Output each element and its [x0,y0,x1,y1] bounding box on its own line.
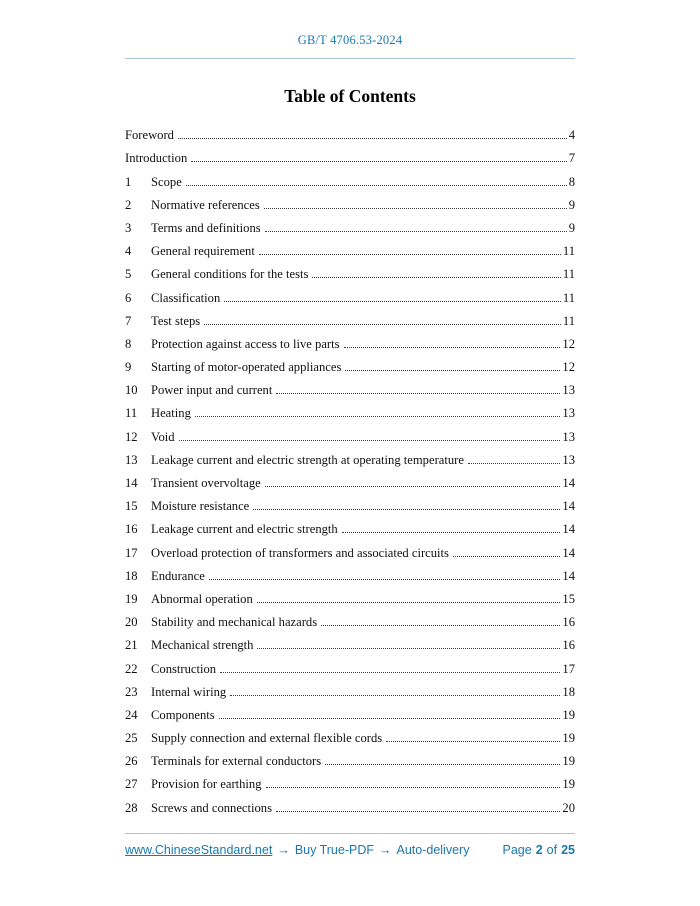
toc-dot-leader [325,764,560,765]
toc-entry-label: Introduction [125,151,188,166]
toc-dot-leader [468,463,560,464]
toc-entry-number: 23 [125,684,138,699]
toc-entry-page: 15 [562,591,575,606]
toc-entry-page: 14 [562,545,575,560]
toc-row [125,723,575,746]
toc-dot-leader [264,208,567,209]
toc-dot-leader [219,718,561,719]
toc-dot-leader [345,370,560,371]
toc-entry-page: 11 [562,267,575,282]
toc-entry-label: General requirement [151,244,255,259]
toc-dot-leader [220,672,560,673]
toc-entry-number: 20 [125,615,138,630]
of-label: of [546,843,558,857]
toc-entry-label: Components [151,707,215,722]
toc-entry-number: 21 [125,638,138,653]
toc-row [125,166,575,189]
page-header [125,33,575,59]
toc-dot-leader [265,231,567,232]
toc-entry-page: 7 [568,151,575,166]
toc-entry-page: 16 [562,615,575,630]
toc-dot-leader [191,161,566,162]
toc-dot-leader [342,532,561,533]
footer-rule [125,833,575,834]
toc-entry-page: 13 [562,383,575,398]
arrow-icon: → [277,843,290,857]
toc-entry-number: 28 [125,800,138,815]
toc-row [125,630,575,653]
toc-row [125,769,575,792]
toc-entry-page: 9 [568,197,575,212]
toc-entry-number: 6 [125,290,132,305]
toc-entry-number: 14 [125,476,138,490]
toc-entry-page: 11 [562,290,575,305]
toc-entry-page: 13 [562,429,575,444]
toc-dot-leader [386,741,560,742]
toc-entry-label: Void [151,429,175,444]
toc-entry-page: 14 [562,499,575,514]
toc-entry-label: Test steps [151,313,201,328]
toc-dot-leader [257,648,560,649]
total-page-number: 25 [561,843,575,857]
toc-entry-number: 1 [125,174,132,189]
toc-entry-page: 9 [568,220,575,235]
toc-entry-page: 14 [562,522,575,537]
toc-entry-label: Stability and mechanical hazards [151,615,318,630]
toc-entry-page: 14 [562,568,575,583]
toc-entry-number: 5 [125,267,132,282]
toc-row [125,375,575,398]
footer-buy-label: Buy True-PDF [294,843,374,857]
toc-dot-leader [453,556,560,557]
toc-dot-leader [276,393,560,394]
toc-entry-page: 11 [562,244,575,259]
toc-row [125,120,575,143]
toc-dot-leader [257,602,561,603]
toc-entry-label: Abnormal operation [151,591,253,606]
toc-entry-label: Terminals for external conductors [151,754,322,769]
toc-entry-number: 9 [125,360,132,375]
doc-number: GB/T 4706.53-2024 [297,33,403,47]
toc-entry-number: 11 [125,406,138,421]
toc-row [125,677,575,700]
footer-delivery-label: Auto-delivery [396,843,470,857]
toc-entry-label: Power input and current [151,383,273,398]
footer-row [125,843,575,857]
toc-entry-page: 8 [568,174,575,189]
toc-entry-page: 18 [562,684,575,699]
toc-dot-leader [312,277,560,278]
toc-entry-page: 20 [562,800,575,815]
toc-entry-number: 22 [125,661,138,676]
toc-entry-label: Leakage current and electric strength at operating temperature [151,452,464,467]
footer-page-indicator [503,843,576,857]
toc-entry-number: 16 [125,522,138,537]
toc-entry-label: Mechanical strength [151,638,254,653]
toc-entry-page: 12 [562,360,575,375]
toc-dot-leader [230,695,560,696]
toc-dot-leader [186,185,567,186]
toc-row [125,607,575,630]
toc-entry-label: Construction [151,661,217,676]
toc-entry-label: Classification [151,290,221,305]
toc-row [125,352,575,375]
toc-dot-leader [259,254,561,255]
toc-entry-page: 13 [562,406,575,421]
toc-row [125,792,575,815]
toc-row [125,213,575,236]
toc-dot-leader [209,579,561,580]
toc-entry-number: 15 [125,499,138,514]
toc-entry-number: 4 [125,244,132,259]
toc-entry-page: 17 [562,661,575,676]
toc-dot-leader [266,787,561,788]
toc-entry-number: 25 [125,731,138,746]
toc-entry-page: 19 [562,707,575,722]
toc-dot-leader [195,416,561,417]
toc-entry-label: Scope [151,174,182,189]
toc-row [125,746,575,769]
toc-entry-label: General conditions for the tests [151,267,309,282]
toc-entry-label: Internal wiring [151,684,227,699]
toc-dot-leader [204,324,561,325]
toc-row [125,561,575,584]
toc-row [125,537,575,560]
toc-entry-number: 27 [125,777,138,792]
toc-dot-leader [265,486,561,487]
toc-entry-label: Moisture resistance [151,499,250,514]
toc-row [125,584,575,607]
toc-entry-page: 19 [562,731,575,746]
toc-entry-label: Endurance [151,568,205,583]
toc-row [125,306,575,329]
toc-entry-label: Screws and connections [151,800,273,815]
toc-row [125,514,575,537]
toc-row [125,329,575,352]
toc-entry-number: 18 [125,568,138,583]
toc-entry-number: 26 [125,754,138,769]
toc-entry-label: Protection against access to live parts [151,336,340,351]
toc-entry-number: 13 [125,452,138,467]
toc-entry-page: 19 [562,777,575,792]
toc-dot-leader [276,811,560,812]
toc-entry-number: 12 [125,429,138,444]
toc-row [125,282,575,305]
toc-entry-page: 11 [562,313,575,328]
page-footer [125,833,575,857]
toc-entry-page: 12 [562,336,575,351]
toc-row [125,653,575,676]
toc-row [125,143,575,166]
toc-entry-number: 10 [125,383,138,398]
arrow-icon: → [379,843,392,857]
toc-row [125,259,575,282]
toc-entry-number: 8 [125,336,132,351]
toc-dot-leader [253,509,560,510]
toc-row [125,491,575,514]
toc-entry-page: 13 [562,452,575,467]
page-title: Table of Contents [284,86,416,106]
toc-dot-leader [344,347,561,348]
toc-entry-page: 16 [562,638,575,653]
toc-entry-page: 14 [562,476,575,490]
toc-dot-leader [224,301,561,302]
toc-list [125,120,575,816]
footer-website-link[interactable]: www.ChineseStandard.net [125,843,273,857]
toc-row [125,445,575,468]
header-rule [125,58,575,59]
toc-entry-label: Normative references [151,197,260,212]
toc-dot-leader [179,440,561,441]
toc-entry-label: Provision for earthing [151,777,262,792]
toc-entry-number: 24 [125,707,138,722]
toc-entry-label: Transient overvoltage [151,476,261,490]
toc-row [125,398,575,421]
toc-entry-label: Overload protection of transformers and associated circuits [151,545,449,560]
toc-entry-label: Terms and definitions [151,220,261,235]
toc-row [125,421,575,444]
toc-entry-number: 2 [125,197,132,212]
toc-entry-label: Leakage current and electric strength [151,522,338,537]
footer-left [125,843,469,857]
toc-row [125,700,575,723]
toc-entry-label: Foreword [125,128,174,143]
toc-entry-number: 17 [125,545,138,560]
toc-entry-number: 3 [125,220,132,235]
toc-dot-leader [321,625,560,626]
toc-row [125,468,575,491]
toc-entry-label: Starting of motor-operated appliances [151,360,342,375]
toc-row [125,190,575,213]
toc-dot-leader [178,138,567,139]
toc-entry-page: 19 [562,754,575,769]
page-label: Page [502,843,532,857]
toc-entry-label: Supply connection and external flexible cords [151,731,383,746]
toc-entry-number: 7 [125,313,132,328]
current-page-number: 2 [535,843,543,857]
toc-row [125,236,575,259]
toc-entry-number: 19 [125,591,138,606]
toc-entry-label: Heating [151,406,191,421]
toc-entry-page: 4 [568,128,575,143]
